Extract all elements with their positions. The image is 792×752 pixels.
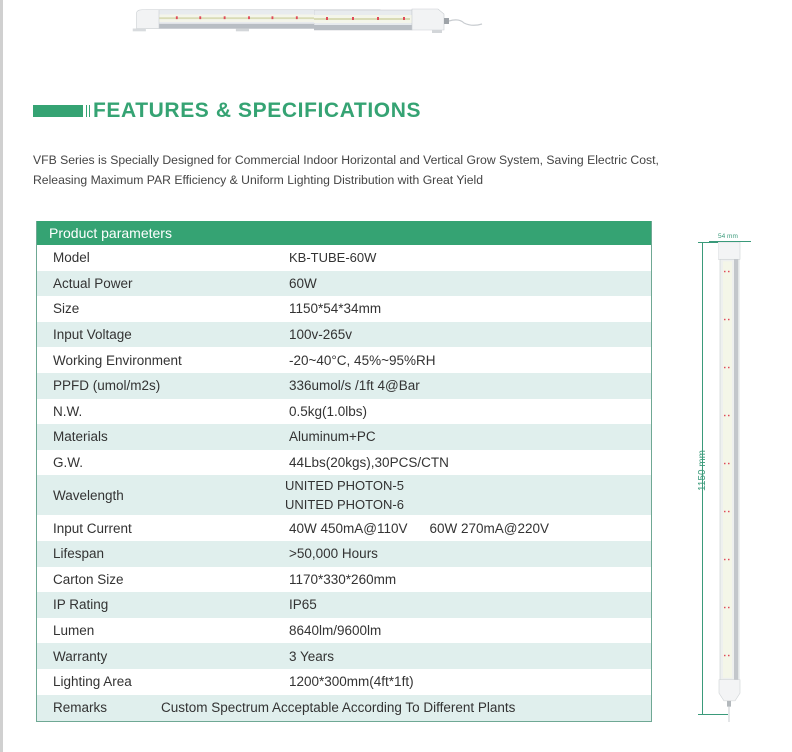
row-label: G.W. bbox=[53, 455, 83, 471]
row-label: Working Environment bbox=[53, 352, 182, 368]
row-value: 336umol/s /1ft 4@Bar bbox=[289, 378, 420, 394]
row-label: N.W. bbox=[53, 403, 83, 419]
table-row-size bbox=[37, 296, 651, 322]
table-row-input-current bbox=[37, 515, 651, 541]
intro-paragraph bbox=[33, 150, 763, 190]
table-row-wavelength bbox=[37, 475, 651, 515]
intro-line-2: Releasing Maximum PAR Efficiency & Uniform Lighting Distribution with Great Yield bbox=[33, 173, 483, 187]
input-current-110v: 40W 450mA@110V bbox=[289, 520, 408, 536]
table-row-materials bbox=[37, 424, 651, 450]
table-title: Product parameters bbox=[37, 221, 651, 245]
row-label: Input Current bbox=[53, 520, 132, 536]
row-label: IP Rating bbox=[53, 597, 109, 613]
row-value: 1150*54*34mm bbox=[289, 301, 382, 317]
row-label: Wavelength bbox=[53, 487, 124, 503]
section-heading bbox=[33, 98, 421, 124]
table-row-input-voltage bbox=[37, 322, 651, 348]
width-dimension-label: 54 mm bbox=[718, 233, 738, 240]
row-label: Input Voltage bbox=[53, 327, 132, 343]
row-value: 60W bbox=[289, 275, 317, 291]
table-row-model bbox=[37, 245, 651, 271]
table-row-actual-power bbox=[37, 271, 651, 297]
row-value: 100v-265v bbox=[289, 327, 353, 343]
row-label: Carton Size bbox=[53, 571, 124, 587]
table-row-lumen bbox=[37, 618, 651, 644]
row-value: 3 Years bbox=[289, 648, 335, 664]
heading-accent-bar bbox=[33, 105, 83, 117]
row-value: -20~40°C, 45%~95%RH bbox=[289, 352, 436, 368]
section-title: FEATURES & SPECIFICATIONS bbox=[93, 99, 422, 122]
row-value: 0.5kg(1.0lbs) bbox=[289, 403, 368, 419]
row-label: PPFD (umol/m2s) bbox=[53, 378, 161, 394]
intro-line-1: VFB Series is Specially Designed for Commercial Indoor Horizontal and Vertical Grow System, Saving Electric Cost, bbox=[33, 153, 659, 167]
vertical-tube-image bbox=[718, 242, 741, 722]
table-row-gross-weight bbox=[37, 450, 651, 476]
row-label: Lighting Area bbox=[53, 674, 132, 690]
table-row-remarks bbox=[37, 695, 651, 721]
row-value: 1170*330*260mm bbox=[289, 571, 397, 587]
row-value: KB-TUBE-60W bbox=[289, 250, 377, 266]
row-value: Custom Spectrum Acceptable According To Different Plants bbox=[161, 700, 516, 715]
wavelength-value-1: UNITED PHOTON-5 bbox=[285, 478, 404, 494]
input-current-220v: 60W 270mA@220V bbox=[429, 520, 550, 536]
row-label: Remarks bbox=[53, 700, 108, 715]
page-edge-strip bbox=[0, 0, 3, 752]
row-value: 44Lbs(20kgs),30PCS/CTN bbox=[289, 455, 449, 471]
row-label: Lumen bbox=[53, 623, 95, 639]
table-row-ppfd bbox=[37, 373, 651, 399]
row-value: IP65 bbox=[289, 597, 317, 613]
row-value: 1200*300mm(4ft*1ft) bbox=[289, 674, 414, 690]
row-value: Aluminum+PC bbox=[289, 429, 376, 445]
row-value: 8640lm/9600lm bbox=[289, 623, 382, 639]
row-label: Lifespan bbox=[53, 546, 105, 562]
table-row-net-weight bbox=[37, 399, 651, 425]
product-tube-image-end bbox=[314, 6, 514, 38]
row-value bbox=[285, 521, 651, 536]
dimension-diagram bbox=[690, 230, 792, 752]
product-parameters-table bbox=[36, 221, 652, 722]
row-label: Model bbox=[53, 250, 90, 266]
table-row-ip-rating bbox=[37, 592, 651, 618]
table-row-working-environment bbox=[37, 347, 651, 373]
row-label: Size bbox=[53, 301, 80, 317]
length-dimension-label: 1150 mm bbox=[696, 450, 708, 491]
row-label: Warranty bbox=[53, 648, 108, 664]
table-row-lifespan bbox=[37, 541, 651, 567]
table-row-warranty bbox=[37, 643, 651, 669]
row-value bbox=[285, 476, 651, 514]
table-row-carton-size bbox=[37, 567, 651, 593]
row-label: Materials bbox=[53, 429, 108, 445]
heading-accent-lines bbox=[86, 105, 90, 117]
row-value: >50,000 Hours bbox=[289, 546, 378, 562]
table-row-lighting-area bbox=[37, 669, 651, 695]
row-label: Actual Power bbox=[53, 275, 133, 291]
wavelength-value-2: UNITED PHOTON-6 bbox=[285, 497, 404, 513]
